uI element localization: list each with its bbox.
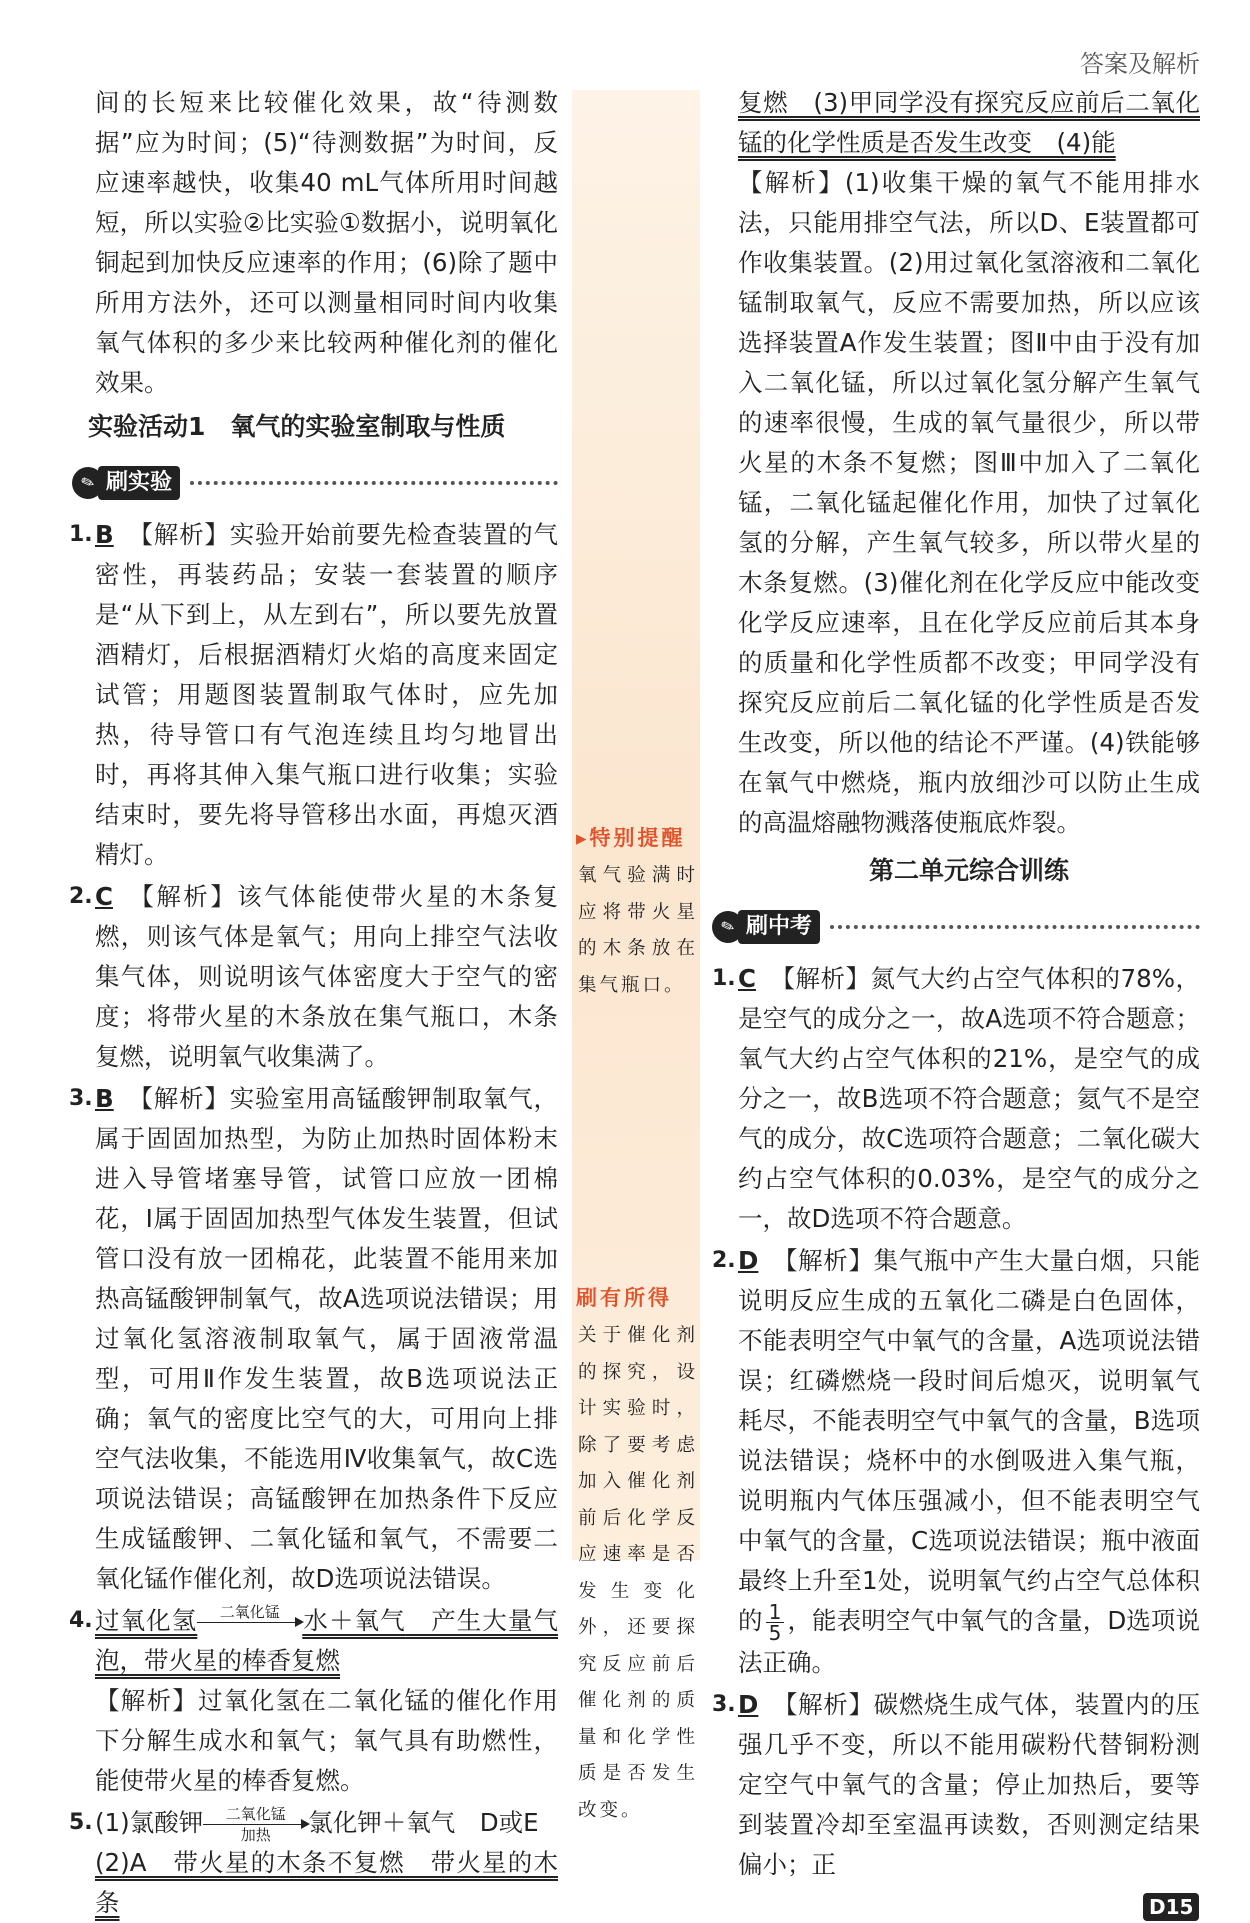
reaction-arrow [197, 1604, 302, 1641]
reaction-arrow [203, 1806, 308, 1843]
answer-letter: C [95, 882, 113, 911]
reaction-condition-bottom: 加热 [240, 1825, 271, 1844]
answer-letter: D [738, 1246, 759, 1275]
answer-item-4 [69, 1601, 559, 1801]
item-text: 【解析】实验开始前要先检查装置的气密性，再装药品；安装一套装置的顺序是“从下到上，从左到右”，所以要先放置酒精灯，后根据酒精灯火焰的高度来固定试管；用题图装置制取气体时，应先加热，待导管口有气泡连续且均匀地冒出时，再将其伸入集气瓶口进行收集；实验结束时，要先将导管移出水面，再熄灭酒精灯。 [95, 520, 558, 869]
unit-heading: 第二单元综合训练 [868, 856, 1069, 885]
dotted-divider [830, 925, 1200, 929]
item-number: 4. [69, 1608, 93, 1633]
answer-line: (2)A 带火星的木条不复燃 带火星的木条 [95, 1848, 558, 1917]
book-icon: ✎ [67, 462, 108, 503]
left-column [69, 83, 559, 1923]
fraction [766, 1599, 785, 1645]
answer-letter: C [738, 964, 756, 993]
item-text: 【解析】该气体能使带火星的木条复燃，则该气体是氧气；用向上排空气法收集气体，则说明该气体密度大于空气的密度；将带火星的木条放在集气瓶口，木条复燃，说明氧气收集满了。 [95, 882, 558, 1071]
item-number: 1. [712, 966, 736, 991]
book-icon: ✎ [707, 906, 748, 947]
tip-text: 氧气验满时应将带火星的木条放在集气瓶口。 [578, 865, 698, 996]
item-text: 【解析】氮气大约占空气体积的78%，是空气的成分之一，故A选项不符合题意；氧气大约占空气体积的21%，是空气的成分之一，故B选项不符合题意；氦气不是空气的成分，故C选项符合题意；二氧化碳大约占空气体积的0.03%，是空气的成分之一，故D选项不符合题意。 [738, 964, 1200, 1233]
products: 水＋氧气 [302, 1606, 406, 1635]
reaction-condition: 二氧化锰 [225, 1804, 286, 1823]
item-number: 5. [69, 1810, 93, 1835]
dotted-divider [190, 481, 558, 485]
section-heading: 实验活动1 氧气的实验室制取与性质 [88, 412, 506, 441]
answer-letter: B [95, 1084, 114, 1113]
answer-rest: 产生大量气泡，带火星的棒香复燃 [95, 1606, 559, 1675]
running-header: 答案及解析 [1080, 50, 1200, 78]
reactant: (1)氯酸钾 [95, 1808, 204, 1837]
page-number: D15 [1143, 1893, 1199, 1921]
item-number: 3. [69, 1086, 93, 1111]
answer-item-2 [69, 877, 558, 1077]
item-text: 【解析】过氧化氢在二氧化锰的催化作用下分解生成水和氧气；氧气具有助燃性，能使带火星的棒香复燃。 [95, 1686, 558, 1795]
badge-label: 刷中考 [738, 910, 820, 944]
continued-answer [738, 83, 1200, 163]
tip-title-text: 特别提醒 [589, 826, 686, 850]
item-text-end: ，能表明空气中氧气的含量，D选项说法正确。 [738, 1606, 1200, 1677]
section-badge-exam [712, 909, 1200, 945]
answer-letter: B [95, 520, 114, 549]
answer-item-r3 [712, 1685, 1200, 1885]
intro-paragraph: 间的长短来比较催化效果，故“待测数据”应为时间；(5)“待测数据”为时间，反应速率越快，收集40 mL气体所用时间越短，所以实验②比实验①数据小，说明氧化铜起到加快反应速率的作用；(6)除了题中所用方法外，还可以测量相同时间内收集氧气体积的多少来比较两种催化剂的催化效果。 [95, 88, 558, 397]
reactant: 过氧化氢 [95, 1606, 198, 1635]
fraction-denominator: 5 [768, 1620, 782, 1645]
tip-title: ▸特别提醒 [576, 826, 686, 850]
badge-label: 刷实验 [98, 466, 180, 500]
answer-line: 复燃 (3)甲同学没有探究反应前后二氧化锰的化学性质是否发生改变 (4)能 [738, 88, 1200, 157]
item-number: 1. [69, 522, 93, 547]
answer-letter: D [738, 1689, 759, 1719]
answer-item-r2 [712, 1241, 1200, 1683]
item-text: 【解析】碳燃烧生成气体，装置内的压强几乎不变，所以不能用碳粉代替铜粉测定空气中氧气的含量；停止加热后，要等到装置冷却至室温再读数，否则测定结果偏小；正 [738, 1689, 1200, 1879]
answer-item-5 [69, 1803, 558, 1923]
answer-item-3 [69, 1079, 558, 1599]
section-badge-practice [72, 465, 558, 501]
gain-text: 关于催化剂的探究，设计实验时，除了要考虑加入催化剂前后化学反应速率是否发生变化外，还要探究反应前后催化剂的质量和化学性质是否发生改变。 [578, 1325, 698, 1821]
reaction-condition: 二氧化锰 [219, 1602, 280, 1621]
gain-title: 刷有所得 [576, 1286, 672, 1310]
analysis-paragraph: 【解析】(1)收集干燥的氧气不能用排水法，只能用排空气法，所以D、E装置都可作收集装置。(2)用过氧化氢溶液和二氧化锰制取氧气，反应不需要加热，所以应该选择装置A作发生装置；图Ⅱ中由于没有加入二氧化锰，所以过氧化氢分解产生氧气的速率很慢，生成的氧气量很少，所以带火星的木条不复燃；图Ⅲ中加入了二氧化锰，二氧化锰起催化作用，加快了过氧化氢的分解，产生氧气较多，所以带火星的木条复燃。(3)催化剂在化学反应中能改变化学反应速率，且在化学反应前后其本身的质量和化学性质都不改变；甲同学没有探究反应前后二氧化锰的化学性质是否发生改变，所以他的结论不严谨。(4)铁能够在氧气中燃烧，瓶内放细沙可以防止生成的高温熔融物溅落使瓶底炸裂。 [738, 168, 1200, 837]
right-column [712, 83, 1200, 1885]
item-number: 2. [69, 884, 93, 909]
fraction-numerator: 1 [766, 1602, 785, 1623]
products: 氯化钾＋氧气 [308, 1808, 456, 1837]
answer-rest: D或E [455, 1808, 539, 1837]
item-text: 【解析】集气瓶中产生大量白烟，只能说明反应生成的五氧化二磷是白色固体，不能表明空气中氧气的含量，A选项说法错误；红磷燃烧一段时间后熄灭，说明氧气耗尽，不能表明空气中氧气的含量，B选项说法错误；烧杯中的水倒吸进入集气瓶，说明瓶内气体压强减小，但不能表明空气中氧气的含量，C选项说法错误；瓶中液面最终上升至1处，说明氧气约占空气总体积的 [738, 1246, 1200, 1635]
item-number: 3. [712, 1691, 736, 1717]
answer-item-1 [69, 515, 558, 875]
answer-item-r1 [712, 959, 1200, 1239]
item-text: 【解析】实验室用高锰酸钾制取氧气，属于固固加热型，为防止加热时固体粉末进入导管堵塞导管，试管口应放一团棉花，Ⅰ属于固固加热型气体发生装置，但试管口没有放一团棉花，此装置不能用来加热高锰酸钾制氧气，故A选项说法错误；用过氧化氢溶液制取氧气，属于固液常温型，可用Ⅱ作发生装置，故B选项说法正确；氧气的密度比空气的大，可用向上排空气法收集，不能选用Ⅳ收集氧气，故C选项说法错误；高锰酸钾在加热条件下反应生成锰酸钾、二氧化锰和氧气，不需要二氧化锰作催化剂，故D选项说法错误。 [95, 1084, 558, 1593]
item-number: 2. [712, 1248, 736, 1273]
